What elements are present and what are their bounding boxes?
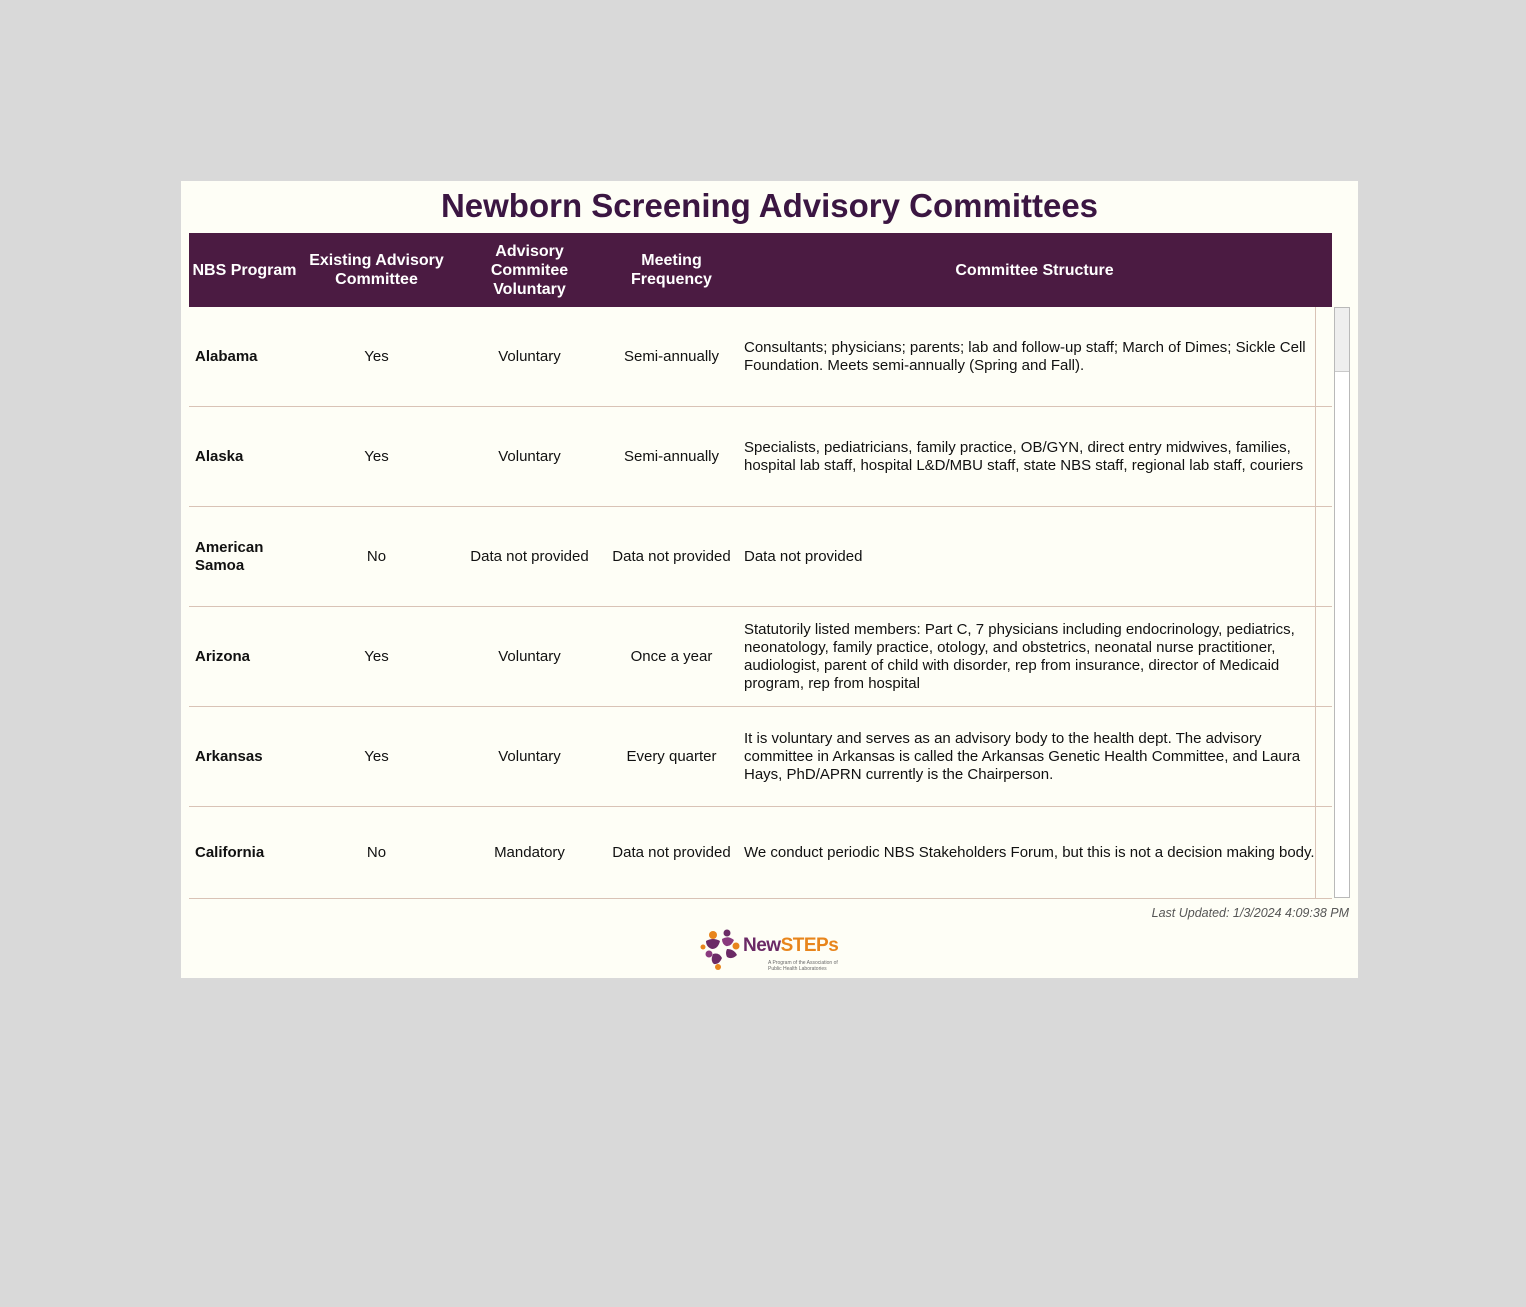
cell-meeting-frequency: Data not provided	[612, 547, 731, 565]
table-row	[189, 607, 1332, 707]
cell-voluntary: Data not provided	[470, 547, 589, 565]
cell-voluntary: Voluntary	[498, 347, 561, 365]
logo-wordmark-new: New	[743, 935, 781, 956]
cell-program: Arizona	[195, 647, 251, 665]
table-header	[189, 233, 1332, 307]
table-row	[189, 707, 1332, 807]
cell-existing-committee: No	[366, 547, 387, 565]
cell-voluntary: Mandatory	[494, 843, 565, 861]
cell-committee-structure: Consultants; physicians; parents; lab and follow-up staff; March of Dimes; Sickle Cell Foundation. Meets semi-annually (Spring and Fall).	[744, 338, 1306, 374]
logo-tagline: A Program of the Association of Public Health Laboratories	[768, 960, 838, 972]
cell-program: American Samoa	[195, 538, 264, 574]
cell-voluntary: Voluntary	[498, 447, 561, 465]
table-row	[189, 307, 1332, 407]
table-row	[189, 507, 1332, 607]
cell-committee-structure: Specialists, pediatricians, family practice, OB/GYN, direct entry midwives, families, hospital lab staff, hospital L&D/MBU staff, state NBS staff, regional lab staff, couriers	[744, 438, 1304, 474]
report-container	[181, 181, 1358, 978]
column-header-voluntary: Advisory Commitee Voluntary	[490, 242, 569, 298]
cell-meeting-frequency: Once a year	[630, 647, 713, 665]
cell-existing-committee: Yes	[364, 447, 389, 465]
cell-program: Alaska	[195, 447, 244, 465]
logo-wordmark	[743, 935, 838, 957]
column-header-meeting-frequency: Meeting Frequency	[631, 252, 712, 288]
cell-voluntary: Voluntary	[498, 747, 561, 765]
cell-voluntary: Voluntary	[498, 647, 561, 665]
cell-committee-structure: Data not provided	[744, 547, 863, 565]
scrollbar-thumb[interactable]	[1335, 308, 1349, 372]
table-body[interactable]	[189, 307, 1332, 899]
cell-program: California	[195, 843, 265, 861]
last-updated-timestamp: Last Updated: 1/3/2024 4:09:38 PM	[1151, 906, 1349, 920]
newsteps-logo	[700, 927, 845, 975]
column-header-committee-structure: Committee Structure	[955, 261, 1114, 279]
cell-meeting-frequency: Every quarter	[626, 747, 717, 765]
cell-program: Arkansas	[195, 747, 263, 765]
cell-program: Alabama	[195, 347, 258, 365]
cell-committee-structure: We conduct periodic NBS Stakeholders Forum, but this is not a decision making body.	[744, 843, 1315, 861]
cell-existing-committee: Yes	[364, 747, 389, 765]
cell-existing-committee: No	[366, 843, 387, 861]
column-header-program: NBS Program	[192, 261, 297, 279]
table-row	[189, 807, 1332, 899]
cell-existing-committee: Yes	[364, 647, 389, 665]
cell-committee-structure: Statutorily listed members: Part C, 7 physicians including endocrinology, pediatrics, neonatology, family practice, otology, and obstetrics, neonatal nurse practitioner, audiologist, parent of child with disorder, rep from insurance, director of Medicaid program, rep from hospital	[744, 620, 1295, 692]
column-divider	[1315, 307, 1316, 899]
vertical-scrollbar[interactable]	[1334, 307, 1350, 898]
table-row	[189, 407, 1332, 507]
cell-committee-structure: It is voluntary and serves as an advisory body to the health dept. The advisory committee in Arkansas is called the Arkansas Genetic Health Committee, and Laura Hays, PhD/APRN currently is the Chairperson.	[744, 729, 1301, 783]
cell-existing-committee: Yes	[364, 347, 389, 365]
page-title: Newborn Screening Advisory Committees	[440, 187, 1099, 224]
newsteps-figures-icon	[700, 927, 742, 971]
cell-meeting-frequency: Semi-annually	[623, 347, 720, 365]
cell-meeting-frequency: Semi-annually	[623, 447, 720, 465]
cell-meeting-frequency: Data not provided	[612, 843, 731, 861]
column-header-existing-committee: Existing Advisory Committee	[309, 252, 444, 288]
logo-wordmark-steps: STEPs	[780, 935, 839, 956]
